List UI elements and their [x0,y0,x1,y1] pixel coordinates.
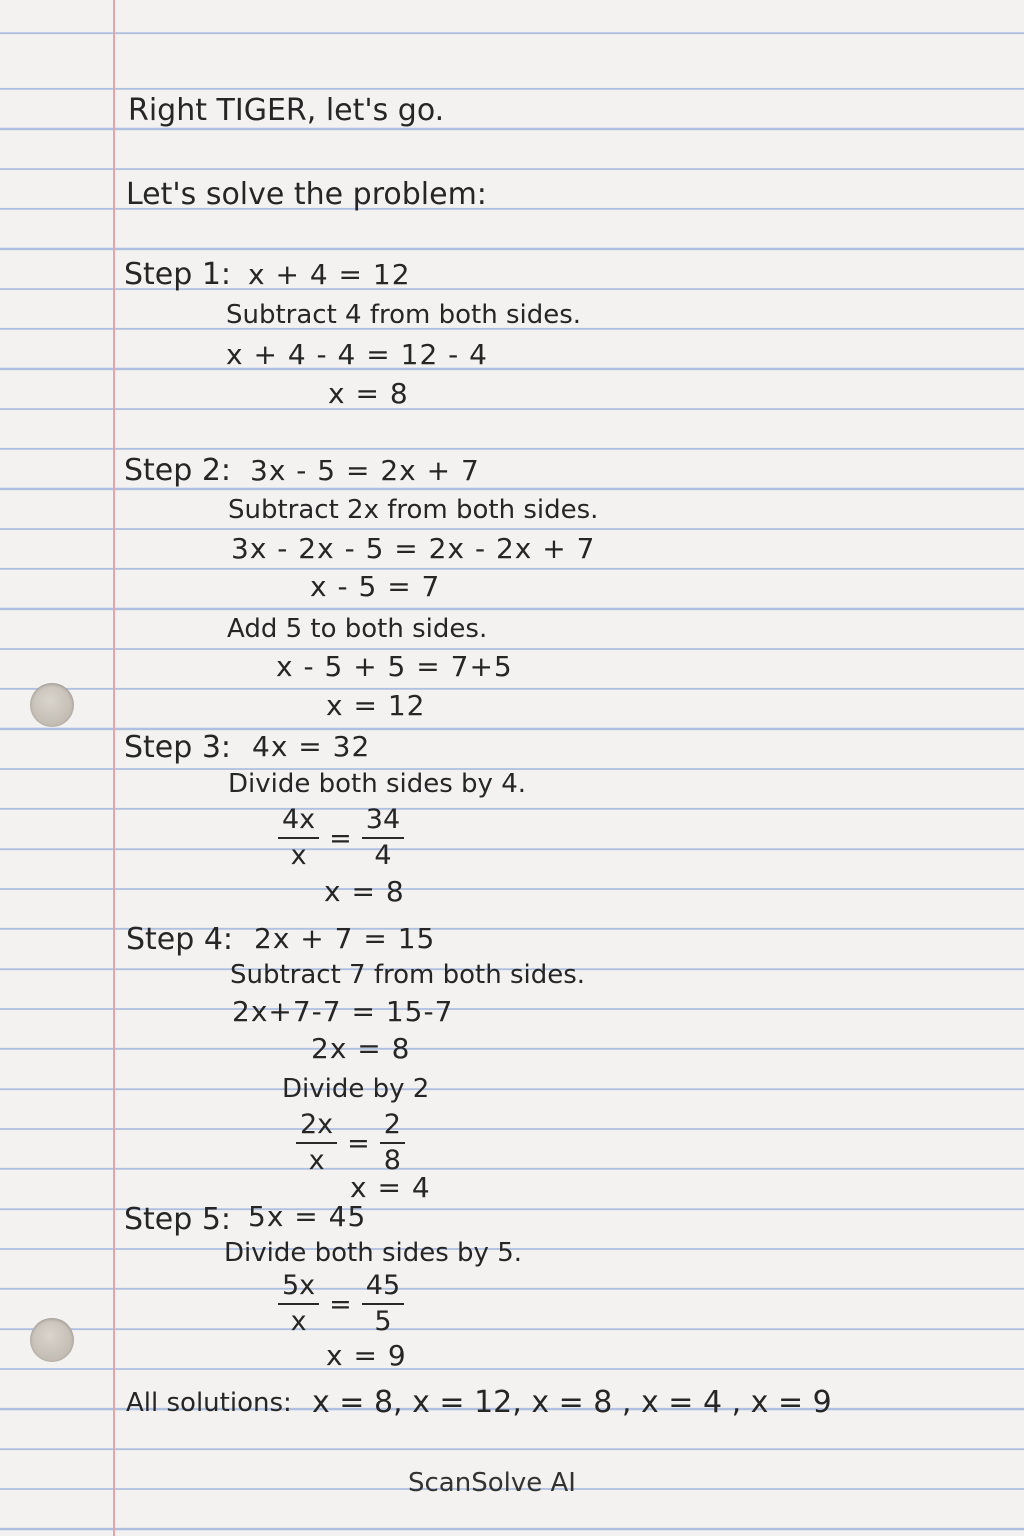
step-4-left-denominator: x [308,1145,325,1177]
step-4-instruction-1: Subtract 7 from both sides. [230,960,586,990]
step-4-instruction-2: Divide by 2 [282,1074,430,1104]
step-5-equals: = [329,1288,352,1320]
step-5-right-numerator: 45 [362,1272,404,1305]
step-3-left-denominator: x [290,840,307,872]
step-5-label: Step 5: [124,1202,232,1237]
step-2-instruction-2: Add 5 to both sides. [227,614,488,644]
step-3-result: x = 8 [324,875,405,908]
step-4-left-numerator: 2x [296,1111,337,1144]
step-3-right-denominator: 4 [374,840,392,872]
step-4-label: Step 4: [126,922,234,957]
step-4-equals: = [347,1127,370,1159]
step-5-fraction [278,1272,404,1337]
step-4-right-denominator: 8 [383,1145,401,1177]
greeting-header: Right TIGER, let's go. [128,93,445,128]
step-5-equation: 5x = 45 [248,1200,367,1233]
step-2-work-3: x - 5 + 5 = 7+5 [276,650,513,683]
step-3-left-numerator: 4x [278,806,319,839]
step-5-instruction: Divide both sides by 5. [224,1238,523,1268]
step-5-result: x = 9 [326,1339,407,1372]
footer-brand: ScanSolve AI [408,1468,576,1498]
step-2-result: x = 12 [326,689,426,722]
step-2-work-2: x - 5 = 7 [310,570,441,603]
step-4-work-2: 2x = 8 [311,1032,411,1065]
step-2-work-1: 3x - 2x - 5 = 2x - 2x + 7 [231,532,596,565]
step-5-right-denominator: 5 [374,1306,392,1338]
step-3-equation: 4x = 32 [252,730,371,763]
solutions-label: All solutions: [126,1388,292,1418]
step-5-left-denominator: x [290,1306,307,1338]
step-1-label: Step 1: [124,257,232,292]
step-2-label: Step 2: [124,453,232,488]
step-3-equals: = [329,822,352,854]
step-2-equation: 3x - 5 = 2x + 7 [250,454,480,487]
step-1-result: x = 8 [328,377,409,410]
step-4-work-1: 2x+7-7 = 15-7 [232,995,454,1028]
step-3-right-numerator: 34 [362,806,404,839]
step-5-left-numerator: 5x [278,1272,319,1305]
step-1-equation: x + 4 = 12 [248,258,411,291]
binder-hole-bottom [30,1318,74,1362]
step-4-right-numerator: 2 [380,1111,405,1144]
solutions-values: x = 8, x = 12, x = 8 , x = 4 , x = 9 [312,1385,832,1420]
step-3-instruction: Divide both sides by 4. [228,769,527,799]
binder-hole-top [30,683,74,727]
step-3-fraction [278,806,404,871]
step-4-fraction [296,1111,405,1176]
margin-line [113,0,115,1536]
step-3-label: Step 3: [124,730,232,765]
step-4-result: x = 4 [350,1171,431,1204]
intro-text: Let's solve the problem: [126,177,487,212]
step-4-equation: 2x + 7 = 15 [254,922,436,955]
step-1-work: x + 4 - 4 = 12 - 4 [226,338,488,371]
step-1-instruction: Subtract 4 from both sides. [226,300,582,330]
step-2-instruction-1: Subtract 2x from both sides. [228,495,599,525]
